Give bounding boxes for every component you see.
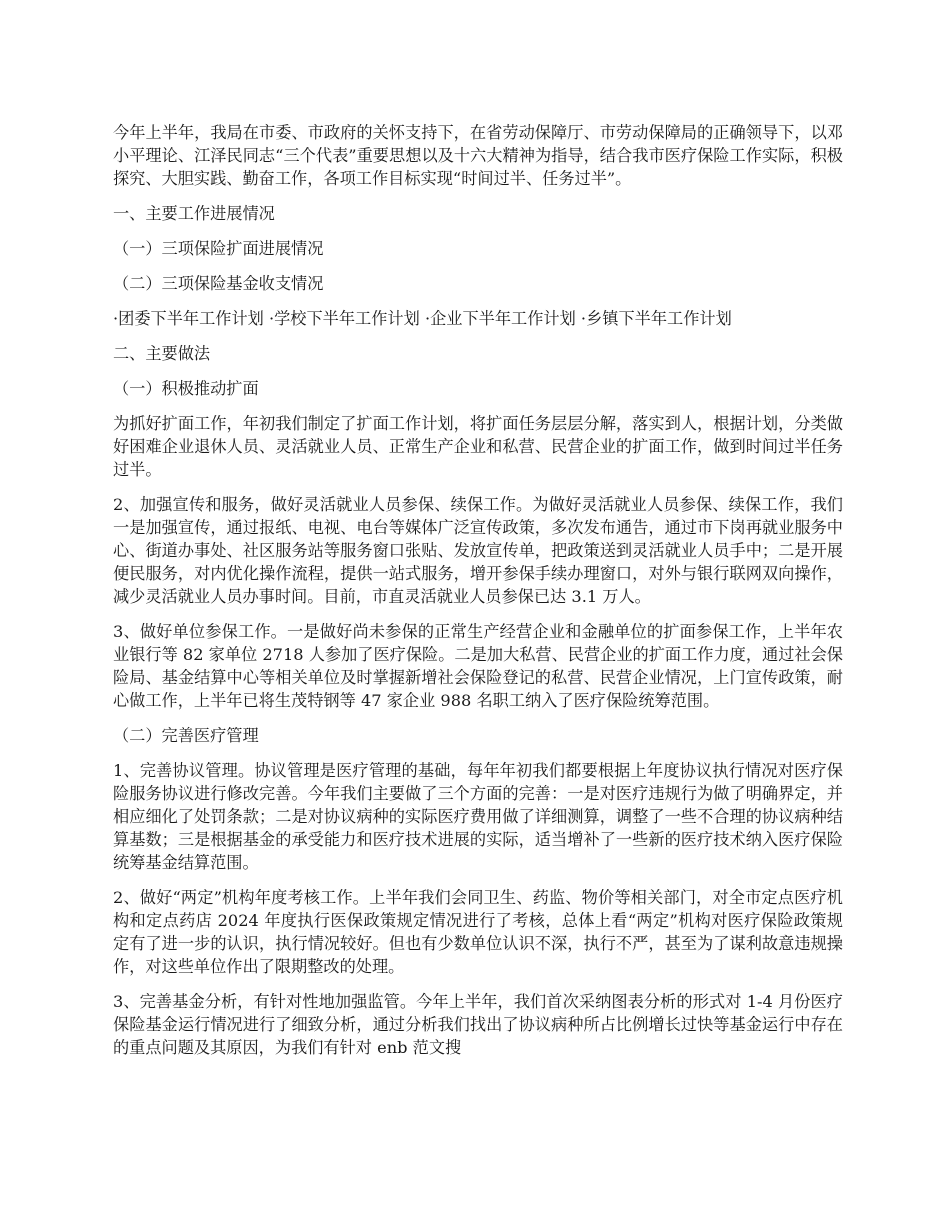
section-1-subheading-2: （二）三项保险基金收支情况 (113, 274, 324, 293)
section-2-heading: 二、主要做法 (113, 344, 211, 363)
related-links-line[interactable]: ·团委下半年工作计划 ·学校下半年工作计划 ·企业下半年工作计划 ·乡镇下半年工作计划 (113, 309, 732, 328)
section-1-heading: 一、主要工作进展情况 (113, 204, 275, 223)
publicity-service-paragraph: 2、加强宣传和服务，做好灵活就业人员参保、续保工作。为做好灵活就业人员参保、续保工作，我们一是加强宣传，通过报纸、电视、电台等媒体广泛宣传政策，多次发布通告，通过市下岗再就业服务中心、街道办事处、社区服务站等服务窗口张贴、发放宣传单，把政策送到灵活就业人员手中；二是开展便民服务，对内优化操作流程，提供一站式服务，增开参保手续办理窗口，对外与银行联网双向操作，减少灵活就业人员办事时间。目前，市直灵活就业人员参保已达 3.1 万人。 (113, 495, 843, 606)
annual-assessment-paragraph: 2、做好“两定”机构年度考核工作。上半年我们会同卫生、药监、物价等相关部门，对全市定点医疗机构和定点药店 2024 年度执行医保政策规定情况进行了考核，总体上看“两定”机构对医疗保险政策规定有了进一步的认识，执行情况较好。但也有少数单位认识不深，执行不严，甚至为了谋利故意违规操作，对这些单位作出了限期整改的处理。 (113, 888, 843, 976)
section-1-subheading-1: （一）三项保险扩面进展情况 (113, 239, 324, 258)
expand-paragraph: 为抓好扩面工作，年初我们制定了扩面工作计划，将扩面任务层层分解，落实到人，根据计划，分类做好困难企业退休人员、灵活就业人员、正常生产企业和私营、民营企业的扩面工作，做到时间过半任务过半。 (113, 414, 843, 479)
intro-paragraph: 今年上半年，我局在市委、市政府的关怀支持下，在省劳动保障厅、市劳动保障局的正确领导下，以邓小平理论、江泽民同志“三个代表”重要思想以及十六大精神为指导，结合我市医疗保险工作实际，积极探究、大胆实践、勤奋工作，各项工作目标实现“时间过半、任务过半”。 (113, 123, 843, 188)
fund-analysis-paragraph: 3、完善基金分析，有针对性地加强监管。今年上半年，我们首次采纳图表分析的形式对 1-4 月份医疗保险基金运行情况进行了细致分析，通过分析我们找出了协议病种所占比例增长过快等基金运行中存在的重点问题及其原因，为我们有针对 enb 范文搜 (113, 992, 843, 1057)
document-body (113, 121, 843, 1059)
section-2-subheading-2: （二）完善医疗管理 (113, 726, 259, 745)
unit-insurance-paragraph: 3、做好单位参保工作。一是做好尚未参保的正常生产经营企业和金融单位的扩面参保工作，上半年农业银行等 82 家单位 2718 人参加了医疗保险。二是加大私营、民营企业的扩面工作力度，通过社会保险局、基金结算中心等相关单位及时掌握新增社会保险登记的私营、民营企业情况，上门宣传政策，耐心做工作，上半年已将生茂特钢等 47 家企业 988 名职工纳入了医疗保险统筹范围。 (113, 622, 843, 710)
agreement-management-paragraph: 1、完善协议管理。协议管理是医疗管理的基础，每年年初我们都要根据上年度协议执行情况对医疗保险服务协议进行修改完善。今年我们主要做了三个方面的完善：一是对医疗违规行为做了明确界定，并相应细化了处罚条款；二是对协议病种的实际医疗费用做了详细测算，调整了一些不合理的协议病种结算基数；三是根据基金的承受能力和医疗技术进展的实际，适当增补了一些新的医疗技术纳入医疗保险统筹基金结算范围。 (113, 761, 843, 872)
section-2-subheading-1: （一）积极推动扩面 (113, 379, 259, 398)
